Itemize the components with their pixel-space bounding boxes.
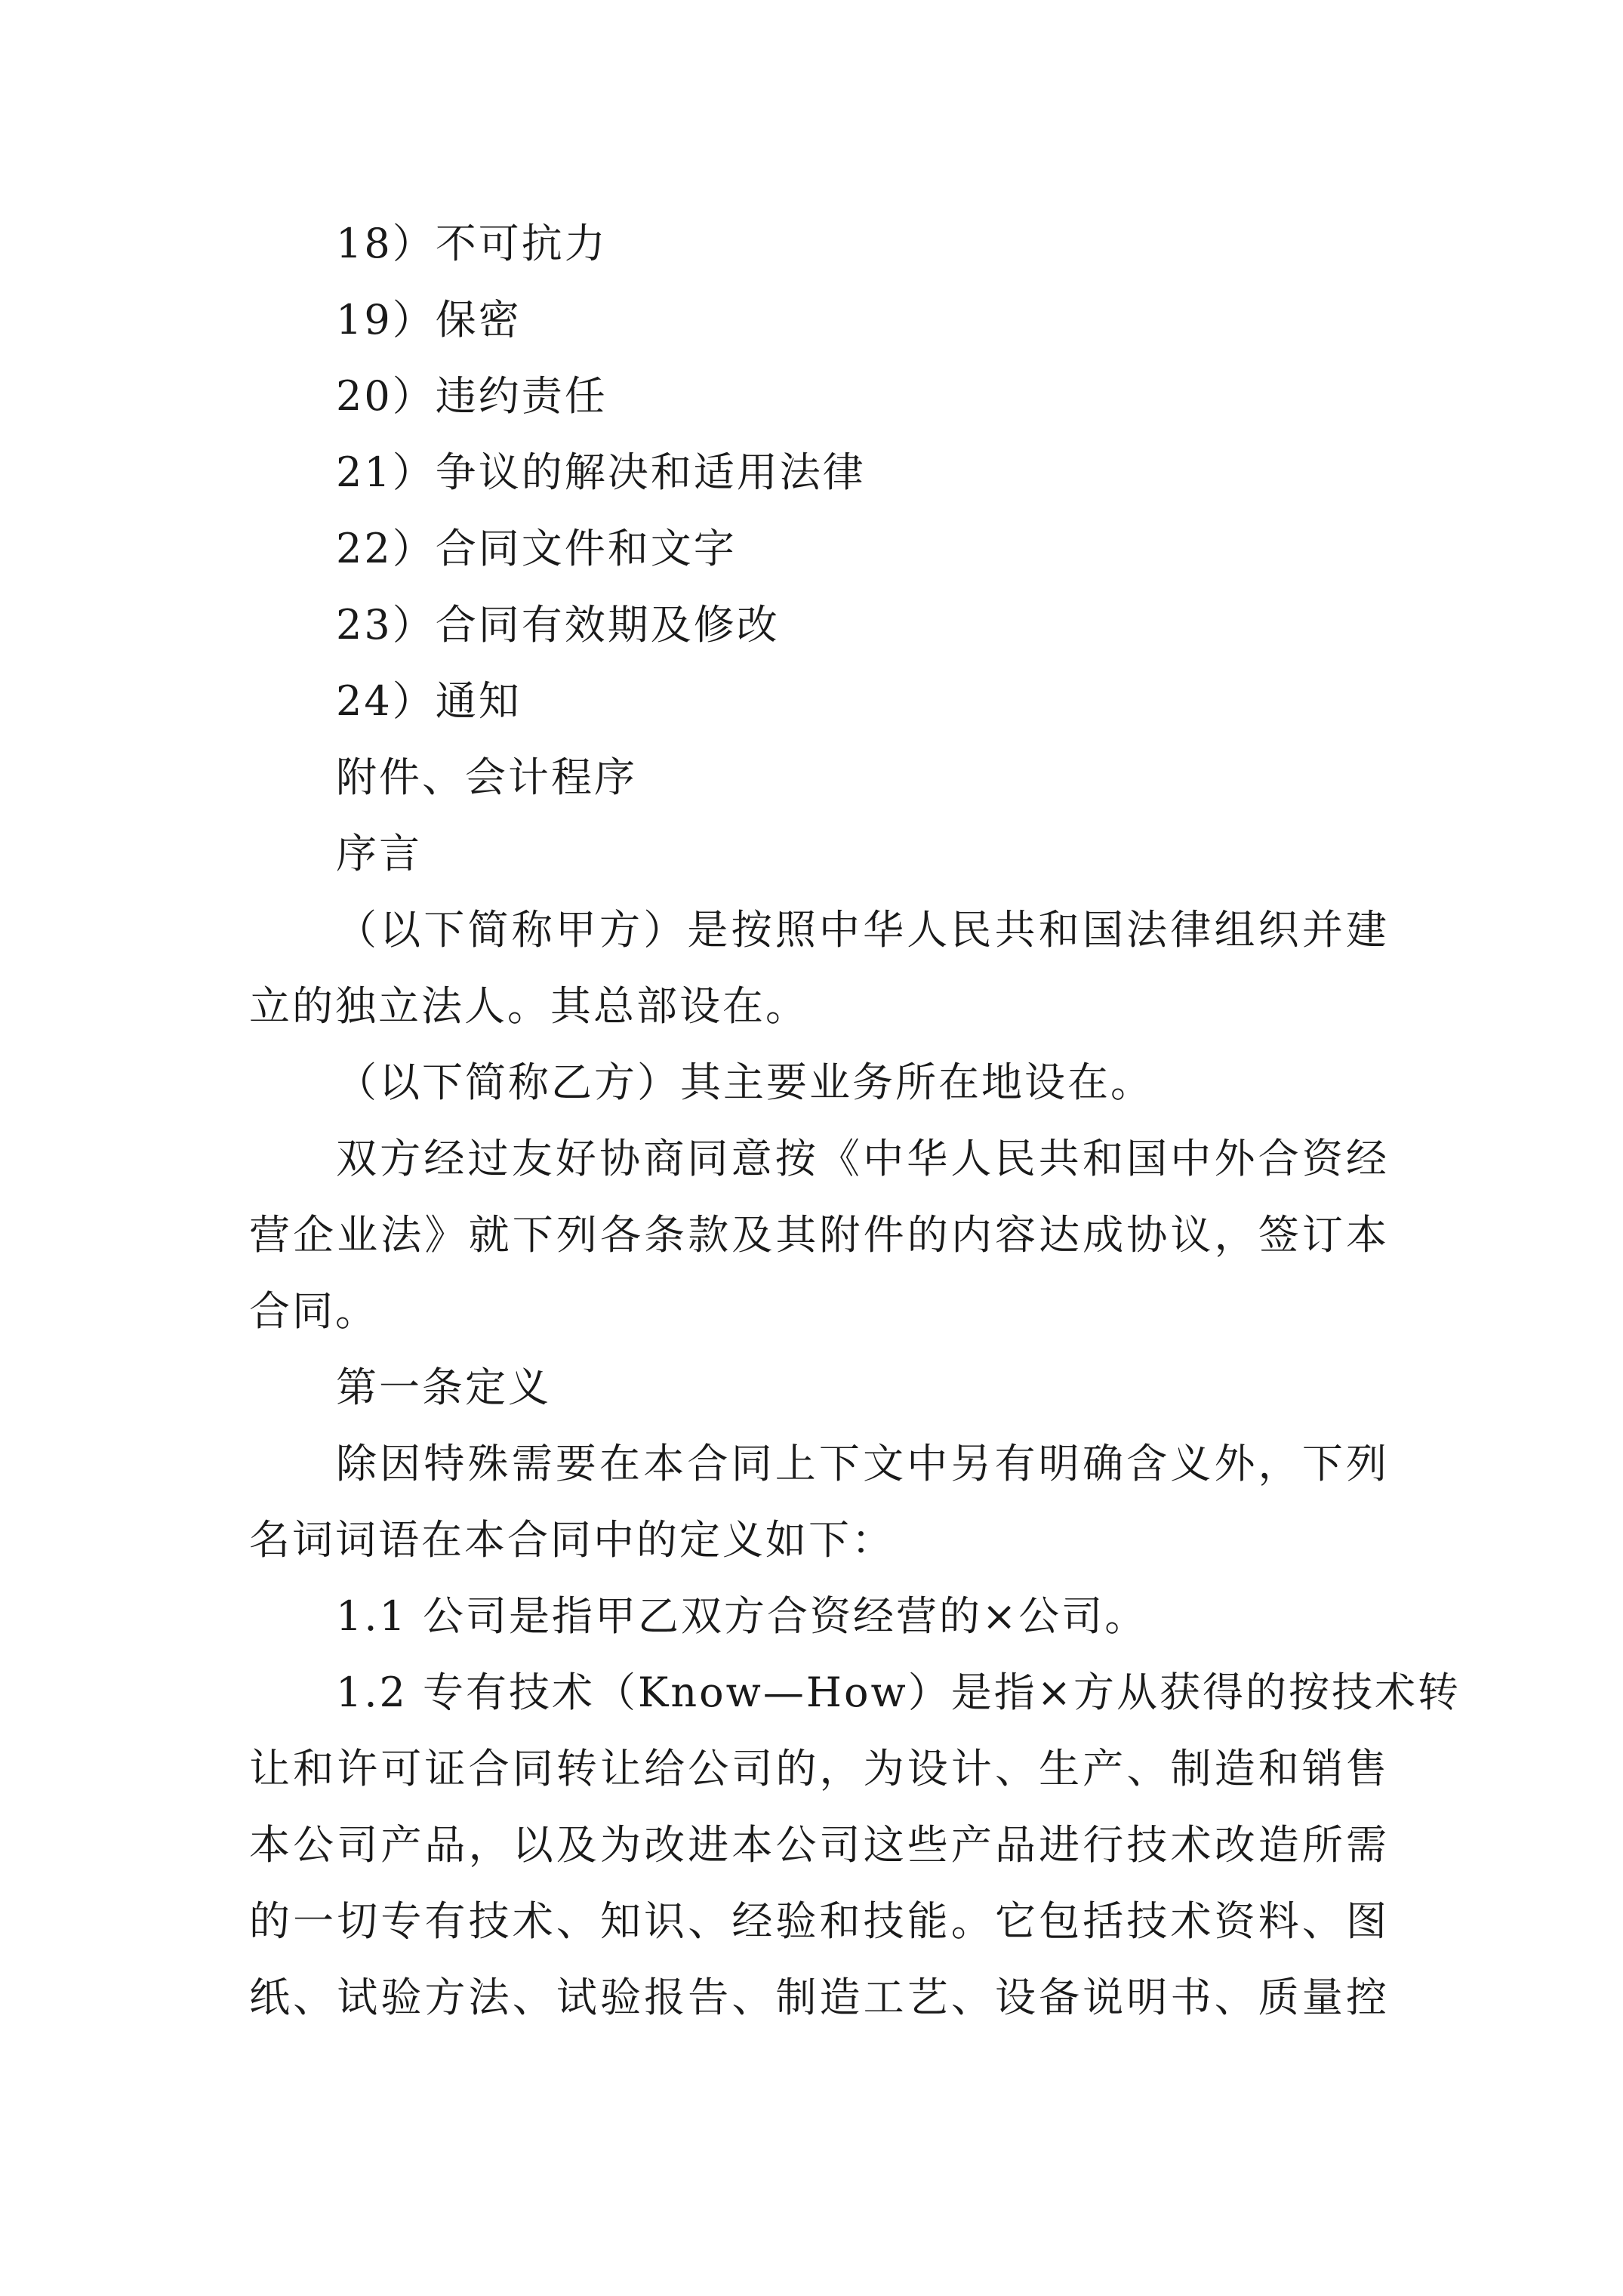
- definition-1-2-line-4: 的一切专有技术、知识、经验和技能。它包括技术资料、图: [249, 1897, 1389, 1945]
- party-b-line: （以下简称乙方）其主要业务所在地设在。: [336, 1059, 1153, 1106]
- toc-item-21: 21）争议的解决和适用法律: [336, 448, 866, 496]
- agreement-line-1: 双方经过友好协商同意按《中华人民共和国中外合资经: [336, 1135, 1389, 1182]
- party-a-line-2: 立的独立法人。其总部设在。: [249, 982, 808, 1030]
- party-a-line-1: （以下简称甲方）是按照中华人民共和国法律组织并建: [336, 906, 1389, 954]
- definition-1-1: 1.1 公司是指甲乙双方合资经营的×公司。: [336, 1592, 1148, 1640]
- toc-item-22: 22）合同文件和文字: [336, 525, 737, 572]
- toc-item-23: 23）合同有效期及修改: [336, 601, 780, 649]
- agreement-line-3: 合同。: [249, 1287, 378, 1335]
- definition-1-2-line-3: 本公司产品，以及为改进本公司这些产品进行技术改造所需: [249, 1821, 1389, 1869]
- toc-item-18: 18）不可抗力: [336, 220, 608, 267]
- agreement-line-2: 营企业法》就下列各条款及其附件的内容达成协议，签订本: [249, 1211, 1389, 1259]
- toc-item-19: 19）保密: [336, 296, 522, 344]
- toc-item-24: 24）通知: [336, 677, 522, 725]
- definitions-intro-line-2: 名词词语在本合同中的定义如下：: [249, 1516, 895, 1564]
- definition-1-2-line-2: 让和许可证合同转让给公司的，为设计、生产、制造和销售: [249, 1745, 1389, 1792]
- toc-item-appendix: 附件、会计程序: [336, 754, 637, 801]
- definition-1-2-line-5: 纸、试验方法、试验报告、制造工艺、设备说明书、质量控: [249, 1974, 1389, 2021]
- definitions-intro-line-1: 除因特殊需要在本合同上下文中另有明确含义外，下列: [336, 1440, 1389, 1487]
- toc-item-20: 20）违约责任: [336, 372, 608, 420]
- definition-1-2-line-1: 1.2 专有技术（Know—How）是指×方从获得的按技术转: [336, 1669, 1461, 1716]
- article-1-title: 第一条定义: [336, 1364, 551, 1411]
- preface-title: 序言: [336, 830, 422, 877]
